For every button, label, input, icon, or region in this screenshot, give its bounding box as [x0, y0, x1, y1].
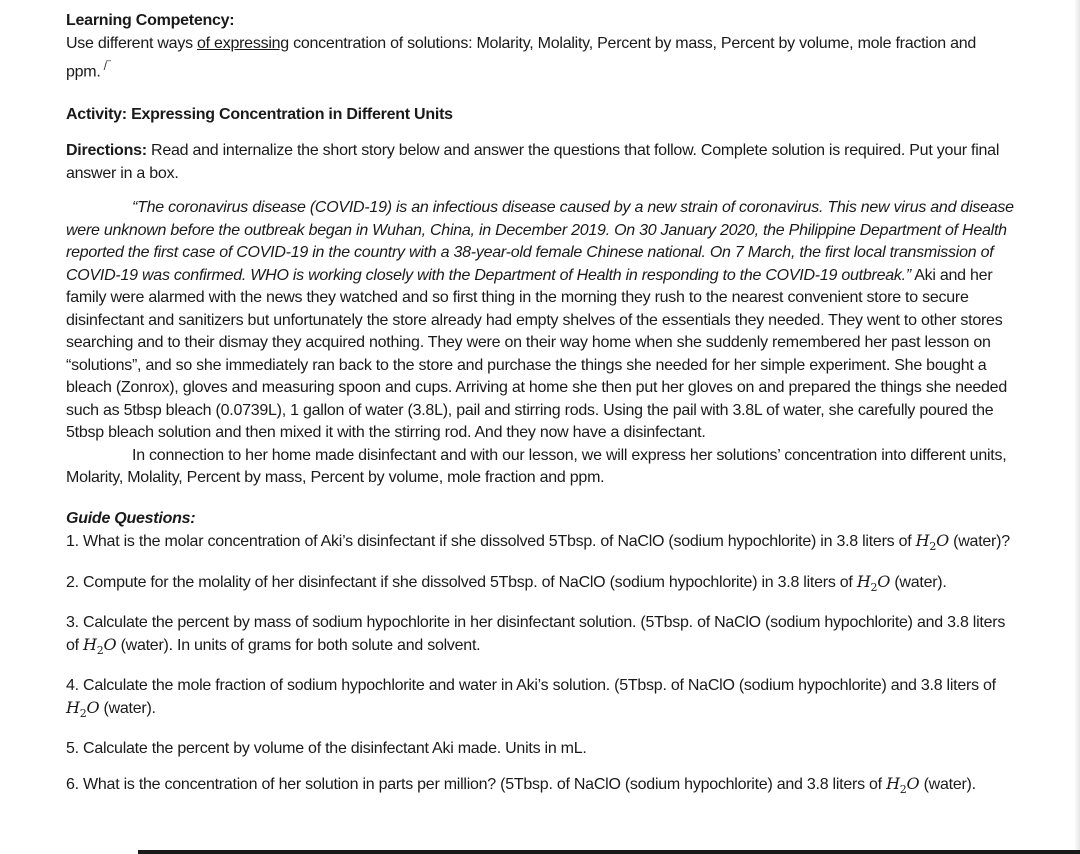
story-paragraph [66, 197, 1016, 445]
formula-o: O [936, 531, 949, 551]
formula-h: H [83, 635, 97, 655]
activity-heading: Activity: Expressing Concentration in Different Units [66, 105, 453, 123]
competency-text-underlined: of expressing [197, 34, 289, 52]
formula-o: O [103, 635, 117, 655]
story-quote: “The coronavirus disease (COVID-19) is an infectious disease caused by a new strain of coronavirus. This new virus and disease were unknown before the outbreak began in Wuhan, China, in December 2019. On 30 January 2020, the Philippine Department of Health reported the first case of COVID-19 in the country with a 38-year-old female Chinese national. On 7 March, the first local transmission of COVID-19 was confirmed. WHO is working closely with the Department of Health in responding to the COVID-19 outbreak.” [66, 199, 1014, 284]
question-2-text: 2. Compute for the molality of her disinfectant if she dissolved 5Tbsp. of NaClO (sodium hypochlorite) in 3.8 liters of [66, 574, 857, 592]
formula-h: H [66, 698, 80, 718]
formula-sub: 2 [79, 707, 87, 721]
water-formula [886, 773, 920, 796]
water-formula [83, 635, 117, 658]
directions-paragraph [66, 140, 1016, 185]
question-5 [66, 738, 1016, 761]
formula-h: H [886, 773, 900, 793]
competency-text-c: concentration of solutions: Molarity, Molality, Percent by mass, Percent by volume, mole fraction and ppm. [66, 34, 977, 81]
formula-h: H [856, 572, 871, 592]
water-formula [856, 572, 891, 595]
question-3-tail: (water). In units of grams for both solute and solvent. [116, 637, 481, 655]
page-edge-shadow [1074, 0, 1080, 854]
connection-paragraph [66, 445, 1016, 490]
question-2-tail: (water). [890, 574, 947, 592]
formula-o: O [877, 572, 891, 592]
stray-pen-mark: /‾ [103, 59, 111, 73]
formula-o: O [906, 773, 920, 793]
question-6 [66, 773, 1016, 802]
question-3 [66, 612, 1016, 663]
water-formula [915, 531, 949, 554]
story-narrative: Aki and her family were alarmed with the news they watched and so first thing in the morning they rush to the nearest convenient store to secure disinfectant and sanitizers but unfortunately the store already had empty shelves of the essentials they needed. They went to other stores searching and to their dismay they acquired nothing. They were on their way home when she suddenly remembered her past lesson on “solutions”, and so she immediately ran back to the store and purchase the things she needed for her simple experiment. She bought a bleach (Zonrox), gloves and measuring spoon and cups. Arriving at home she then put her gloves on and prepared the things she needed such as 5tbsp bleach (0.0739L), 1 gallon of water (3.8L), pail and stirring rods. Using the pail with 3.8L of water, she carefully poured the 5tbsp bleach solution and then mixed it with the stirring rod. And they now have a disinfectant. [66, 266, 1007, 442]
formula-sub: 2 [929, 540, 937, 554]
question-4-text: 4. Calculate the mole fraction of sodium hypochlorite and water in Aki’s solution. (5Tbsp. of NaClO (sodium hypochlorite) and 3.8 liters of [66, 676, 996, 694]
formula-sub: 2 [870, 581, 878, 595]
question-1 [66, 530, 1016, 559]
formula-o: O [86, 698, 100, 718]
question-2 [66, 571, 1016, 600]
question-6-text: 6. What is the concentration of her solution in parts per million? (5Tbsp. of NaClO (sodium hypochlorite) and 3.8 liters of [66, 775, 887, 793]
question-4-tail: (water). [99, 700, 156, 718]
guide-heading: Guide Questions: [66, 509, 196, 527]
competency-text-a: Use different ways [66, 34, 198, 52]
question-3-text: 3. Calculate the percent by mass of sodium hypochlorite in her disinfectant solution. (5Tbsp. of NaClO (sodium hypochlorite) and 3.8 liters of [66, 613, 1006, 655]
question-1-text: 1. What is the molar concentration of Aki’s disinfectant if she dissolved 5Tbsp. of NaClO (sodium hypochlorite) in 3.8 liters of [66, 533, 916, 551]
question-1-tail: (water)? [948, 533, 1010, 551]
formula-sub: 2 [899, 782, 907, 796]
connection-text: In connection to her home made disinfectant and with our lesson, we will express her solutions’ concentration into different units, Molarity, Molality, Percent by mass, Percent by volume, mole fraction and ppm. [66, 446, 1007, 487]
story-indent [66, 199, 132, 216]
bottom-border-line [138, 850, 1080, 854]
water-formula [66, 698, 100, 721]
question-4 [66, 675, 1016, 726]
competency-text [66, 33, 1016, 84]
document-page [66, 10, 1016, 801]
question-5-text: 5. Calculate the percent by volume of the disinfectant Aki made. Units in mL. [66, 740, 587, 758]
formula-h: H [915, 531, 930, 551]
connection-indent [66, 447, 132, 464]
directions-text: Read and internalize the short story below and answer the questions that follow. Complete solution is required. Put your final answer in a box. [66, 142, 1000, 182]
competency-heading: Learning Competency: [66, 12, 235, 29]
formula-sub: 2 [96, 644, 104, 658]
question-6-tail: (water). [919, 775, 976, 793]
directions-label: Directions: [66, 142, 147, 160]
